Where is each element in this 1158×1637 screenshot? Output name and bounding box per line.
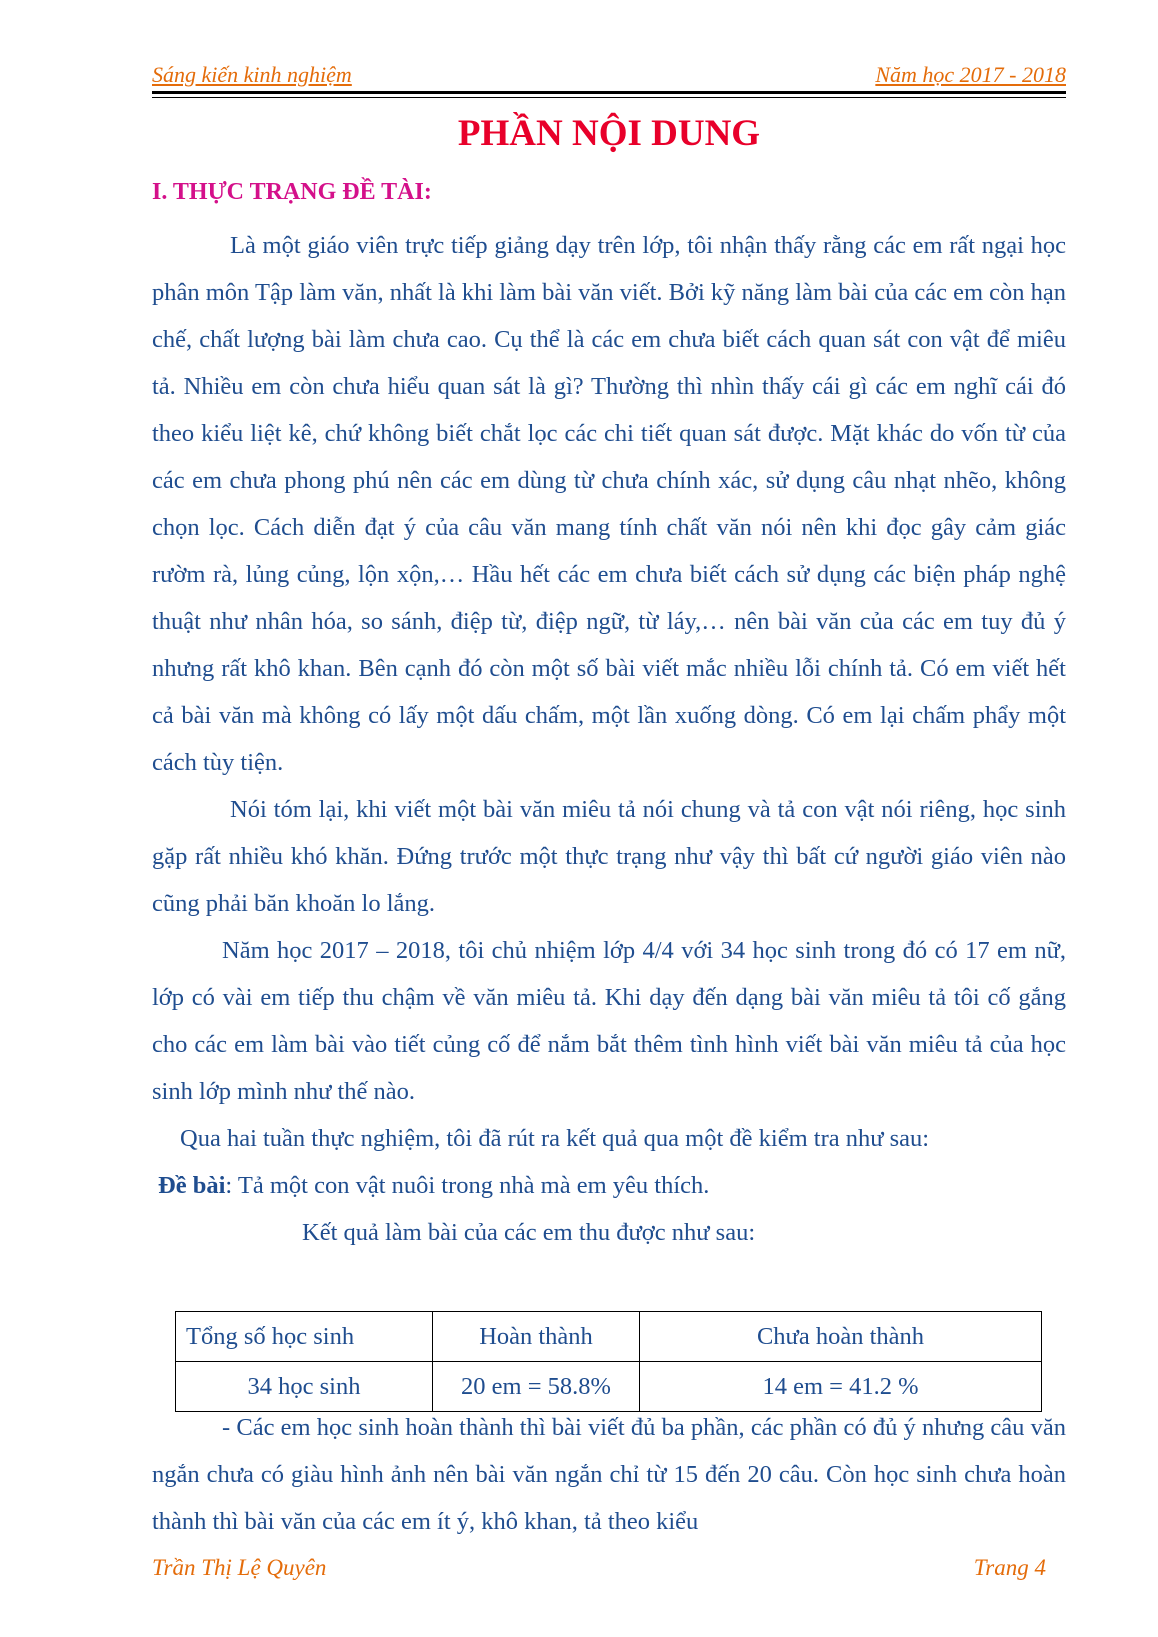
header-rule-thin <box>152 97 1066 98</box>
page-title: PHẦN NỘI DUNG <box>457 113 761 154</box>
body-text <box>152 222 1066 1256</box>
paragraph-2: Nói tóm lại, khi viết một bài văn miêu tả nói chung và tả con vật nói riêng, học sinh gặp rất nhiều khó khăn. Đứng trước một thực trạng như vậy thì bất cứ người giáo viên nào cũng phải băn khoăn lo lắng. <box>152 796 1066 917</box>
table-cell: 14 em = 41.2 % <box>640 1362 1042 1412</box>
table-header-cell: Hoàn thành <box>433 1312 640 1362</box>
body-text-after-table <box>152 1404 1066 1545</box>
results-table <box>175 1311 1042 1412</box>
paragraph-4: Qua hai tuần thực nghiệm, tôi đã rút ra kết quả qua một đề kiểm tra như sau: <box>180 1125 930 1152</box>
table-header-cell: Tổng số học sinh <box>176 1312 433 1362</box>
page-header <box>152 56 1066 90</box>
table-cell: 20 em = 58.8% <box>433 1362 640 1412</box>
assignment-line <box>152 1162 1066 1209</box>
footer-author: Trần Thị Lệ Quyên <box>152 1555 327 1580</box>
footer-page-number: Trang 4 <box>973 1555 1046 1580</box>
paragraph-3: Năm học 2017 – 2018, tôi chủ nhiệm lớp 4/4 với 34 học sinh trong đó có 17 em nữ, lớp có vài em tiếp thu chậm về văn miêu tả. Khi dạy đến dạng bài văn miêu tả tôi cố gắng cho các em làm bài vào tiết củng cố để nắm bắt thêm tình hình viết bài văn miêu tả của học sinh lớp mình như thế nào. <box>152 937 1066 1105</box>
header-rule-thick <box>152 91 1066 94</box>
header-school-year: Năm học 2017 - 2018 <box>875 62 1066 87</box>
table-cell: 34 học sinh <box>176 1362 433 1412</box>
paragraph-1: Là một giáo viên trực tiếp giảng dạy trên lớp, tôi nhận thấy rằng các em rất ngại học phân môn Tập làm văn, nhất là khi làm bài văn viết. Bởi kỹ năng làm bài của các em còn hạn chế, chất lượng bài làm chưa cao. Cụ thể là các em chưa biết cách quan sát con vật để miêu tả. Nhiều em còn chưa hiểu quan sát là gì? Thường thì nhìn thấy cái gì các em nghĩ cái đó theo kiểu liệt kê, chứ không biết chắt lọc các chi tiết quan sát được. Mặt khác do vốn từ của các em chưa phong phú nên các em dùng từ chưa chính xác, sử dụng câu nhạt nhẽo, không chọn lọc. Cách diễn đạt ý của câu văn mang tính chất văn nói nên khi đọc gây cảm giác rườm rà, lủng củng, lộn xộn,… Hầu hết các em chưa biết cách sử dụng các biện pháp nghệ thuật như nhân hóa, so sánh, điệp từ, điệp ngữ, từ láy,… nên bài văn của các em tuy đủ ý nhưng rất khô khan. Bên cạnh đó còn một số bài viết mắc nhiều lỗi chính tả. Có em viết hết cả bài văn mà không có lấy một dấu chấm, một lần xuống dòng. Có em lại chấm phẩy một cách tùy tiện. <box>152 232 1066 776</box>
assignment-text: : Tả một con vật nuôi trong nhà mà em yêu thích. <box>225 1172 710 1199</box>
section-heading: I. THỰC TRẠNG ĐỀ TÀI: <box>152 179 432 205</box>
assignment-label: Đề bài <box>158 1172 226 1199</box>
header-title: Sáng kiến kinh nghiệm <box>152 62 352 87</box>
table-caption: Kết quả làm bài của các em thu được như sau: <box>302 1219 756 1246</box>
table-header-row <box>176 1312 1042 1362</box>
table-header-cell: Chưa hoàn thành <box>640 1312 1042 1362</box>
paragraph-5: - Các em học sinh hoàn thành thì bài viết đủ ba phần, các phần có đủ ý nhưng câu văn ngắn chưa có giàu hình ảnh nên bài văn ngắn chỉ từ 15 đến 20 câu. Còn học sinh chưa hoàn thành thì bài văn của các em ít ý, khô khan, tả theo kiểu <box>152 1414 1066 1535</box>
